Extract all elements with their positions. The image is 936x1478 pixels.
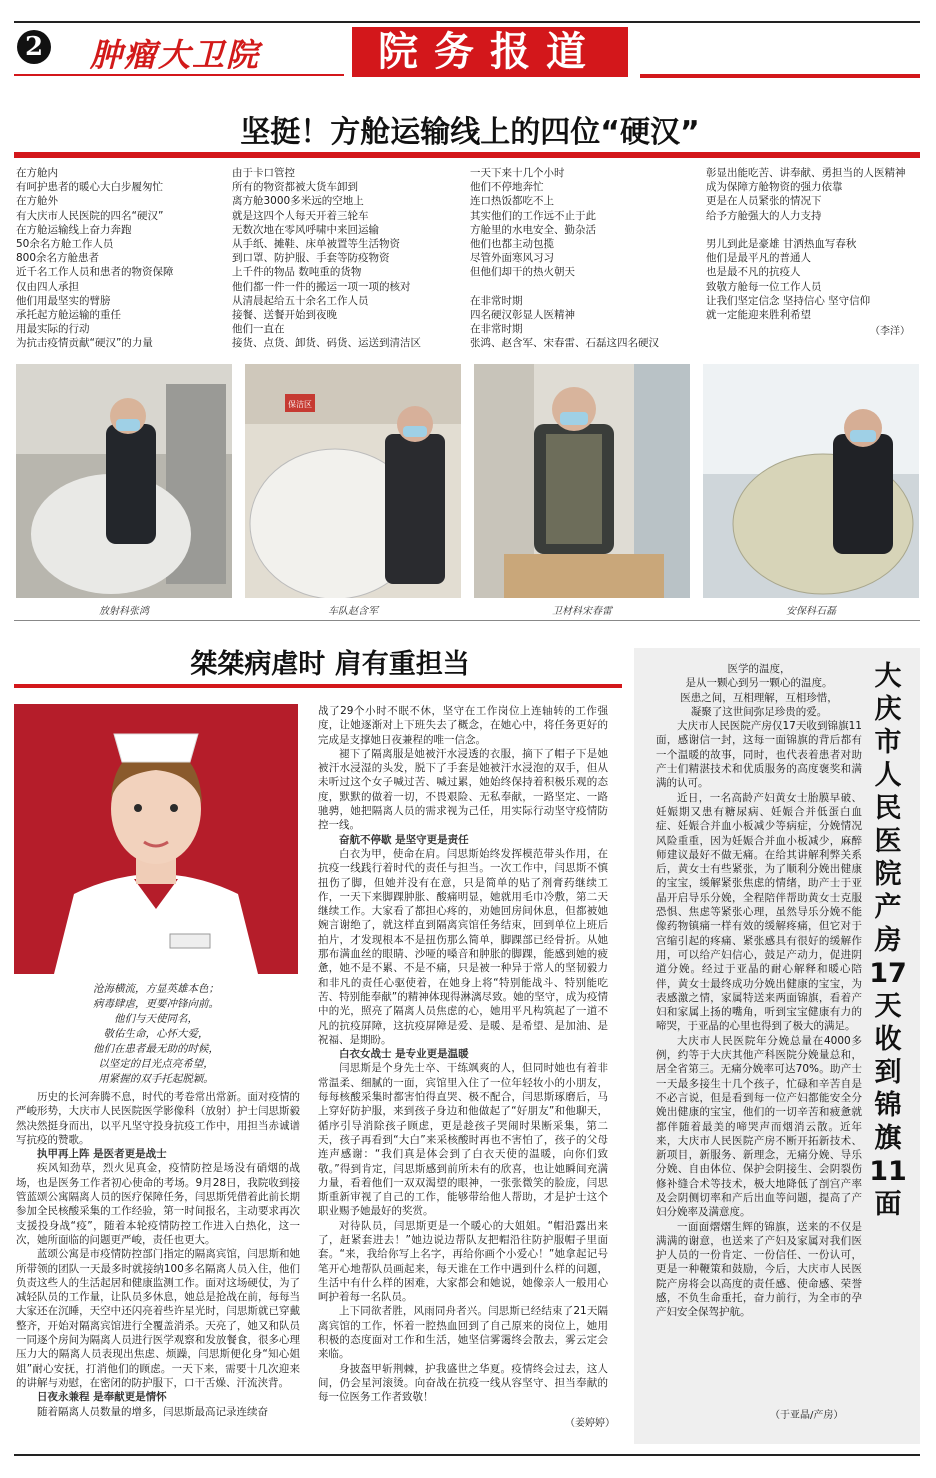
poem-line: 在非常时期 [470,323,523,336]
article1-credit: （李洋） [870,326,910,337]
poem-line: 近千名工作人员和患者的物资保障 [16,266,174,279]
poem-line: 方舱里的水电安全、勤杂活 [470,223,596,236]
paragraph: 身披盔甲斩荆棘，护我盛世之华夏。疫情终会过去，这人间，仍会星河滚烫。向奋战在抗疫一线从容坚守、担当奉献的每一位医务工作者致敬！ [318,1362,608,1404]
section-title: 院务报道 [352,27,628,77]
poem-line: 给予方舱强大的人力支持 [706,209,822,222]
poem-line: 四名硬汉彰显人医精神 [470,309,575,322]
poem-line: 800余名方舱患者 [16,252,100,265]
headline-bar [14,152,920,158]
poem-line: 也是最不凡的抗疫人 [706,266,801,279]
subheading: 日夜永兼程 是奉献更是情怀 [37,1391,167,1404]
subheading: 奋航不停歇 是坚守更是责任 [339,833,469,846]
caption-4: 安保科石磊 [786,606,836,617]
intro-line: 医学的温度， [727,663,791,675]
poem-line: 从手纸、摊鞋、床单被置等生活物资 [232,238,400,251]
poem-line: 离方舱3000多米远的空地上 [232,195,364,208]
photo-zhao-hanjun [245,364,461,598]
poem-line: 接货、点货、卸货、码货、运送到清洁区 [232,337,421,350]
bottom-rule [14,1454,920,1456]
paragraph: 近日，一名高龄产妇黄女士胎膜早破、妊娠期又患有糖尿病、妊娠合并低蛋白血症、妊娠合并血小板减少等病症，分娩情况风险重重，因为妊娠合并血小板减少，麻醉师建议最好不做无痛。在给其讲解利弊关系后，黄女士有些紧张，为了顺利分娩出健康的宝宝，缓解紧张焦虑的情绪，助产士于亚晶开启导乐分娩，全程陪伴帮助黄女士克服恐惧、焦虑等紧张心理，虽然导乐分娩不能像药物镇痛一样有效的缓解疼痛，但它对于宫缩引起的疼痛、紧张感具有很好的缓解作用，可以给产妇信心，鼓足产动力，促进阴道分娩。经过于亚晶的耐心解释和暖心陪伴，黄女士最终成功分娩出健康的宝宝，为表感激之情，家属特送来两面锦旗，看着产妇和家属上扬的嘴角，听到宝宝健康有力的啼哭，于亚晶的心里也得到了极大的满足。 [656,791,862,1033]
verse-line: 以坚定的目光点亮希望， [98,1058,214,1070]
article2-credit: （姜婷婷） [565,1418,615,1429]
poem-line: 无数次地在零风呼啸中来回运输 [232,223,379,236]
poem-line: 接餐、送餐开始到夜晚 [232,309,337,322]
poem-line: 到口罩、防护服、手套等防疫物资 [232,252,390,265]
article2-column-2 [318,704,608,1405]
poem-line: 由于卡口管控 [232,167,295,179]
paragraph: 褪下了隔离服是她被汗水浸透的衣服，摘下了帽子下是她被汗水浸湿的头发，脱下了手套是她被汗水浸泡的双手，但从未听过这个女子喊过苦、喊过累，她始终保持着积极乐观的态度，默默的做着一切，不畏艰险、无私奉献，一路坚定、一路驰骋，她把隔离人员的需求视为己任，用实际行动坚守疫情防控一线。 [318,747,608,832]
paragraph: 大庆市人民医院产房仅17天收到锦旗11面，感谢信一封，这每一面锦旗的背后都有一个温暖的故事，同时，也代表着患者对助产士们精湛技术和优质服务的高度褒奖和满满的认可。 [656,720,862,790]
poem-line: 在方舱内 [16,167,58,179]
subheading: 执甲再上阵 是医者更是战士 [37,1148,167,1161]
section-rule-right [640,74,920,78]
poem-line: 上千件的物品 数吨重的货物 [232,266,362,279]
verse-line: 他们在患者最无助的时候， [93,1043,219,1055]
paragraph: 随着隔离人员数量的增多，闫思斯最高记录连续奋 [37,1405,268,1418]
poem-column-3 [470,166,690,351]
paragraph: 闫思斯是个身先士卒、干练飒爽的人，但同时她也有着非常温柔、细腻的一面，宾馆里入住了一位年轻妆小的小朋友，每每核酸采集时都害怕得直哭、极不配合，闫思斯琢磨后，马上穿好防护服，来到孩子身边和他做起了“好朋友”和他聊天，循序引导消除孩子顾虑，更是趁孩子哭闹时果断采集，第二天，孩子再看到“大白”来采核酸时再也不害怕了，孩子的父母连声感谢：“我们真是体会到了白衣天使的温暖，向你们致敬。”得到肯定，闫思斯感到前所未有的欣喜，也让她瞬间充满力量，看着他们一双双渴望的眼神，一张张微笑的脸庞，闫思斯重新审视了自己的工作，能够带给他人帮助，才是护士这个职业赐予她最好的奖赏。 [318,1062,608,1218]
photo-song-chunlei [474,364,690,598]
caption-1: 放射科张鸿 [99,606,149,617]
verse [14,982,298,1087]
article2-headline-bar [14,684,622,688]
poem-line: 但他们却干的热火朝天 [470,266,575,279]
sidebar-headline: 大庆市人民医院产房17天收到锦旗11面 [869,661,907,1220]
poem-line: 在非常时期 [470,294,523,307]
poem-line: 彰显出能吃苦、讲奉献、勇担当的人医精神 [706,167,906,179]
paragraph: 大庆市人民医院年分娩总量在4000多例，约等于大庆其他产科医院分娩量总和，居全省第三。无痛分娩率可达70%。助产士一天最多接生十几个孩子，忙碌和辛苦自是不必言说，但是看到每一位产妇都能安全分娩出健康的宝宝，他们的一切辛苦和疲惫就都伴随着最美的啼哭声而烟消云散。近年来，大庆市人民医院产房不断开拓新技术、新项目，新服务、新理念，无痛分娩、导乐分娩、自由体位、保护会阴接生、会阴裂伤修补缝合术等技术，极大地降低了剖宫产率及会阴侧切率和产后出血等问题，提高了产妇分娩率及满意度。 [656,1034,862,1219]
paragraph: 一面面熠熠生辉的锦旗，送来的不仅是满满的谢意，也送来了产妇及家属对我们医护人员的一份肯定、一份信任、一份认可，更是一种鞭策和鼓励，今后，大庆市人民医院产房将会以高度的责任感、使命感、荣誉感，不负生命重托，奋力前行，为全市的孕产妇安全保驾护航。 [656,1220,862,1319]
poem-line [470,280,690,294]
poem-line: 他们用最坚实的臂膀 [16,294,111,307]
paragraph: 上下同欲者胜，风雨同舟者兴。闫思斯已经结束了21天隔离宾馆的工作，怀着一腔热血回到了自己原来的岗位上，她用积极的态度面对工作和生活，她坚信雾霭终会散去，雾云定会来临。 [318,1305,608,1361]
poem-line: 让我们坚定信念 坚持信心 坚守信仰 [706,294,871,307]
poem-line: 尽管外面寒风习习 [470,252,554,265]
paragraph: 对待队员，闫思斯更是一个暖心的大姐姐。“帽沿露出来了，赶紧套进去！”她边说边帮队友把帽沿往防护服帽子里面套。“来，我给你写上名字，再给你画个小爱心！”她拿起记号笔开心地帮队员画起来，每天谁在工作中遇到什么样的问题，生活中有什么样的困难，大家都会和她说，她像亲人一般用心呵护着每一名队员。 [318,1219,608,1304]
poem-column-2 [232,166,452,351]
poem-line: 在方舱运输线上奋力奔跑 [16,223,132,236]
sign-text: 保洁区 [288,400,312,409]
section-rule-left [14,74,344,76]
poem-line: 所有的物资都被大货车卸到 [232,181,358,194]
verse-line: 用紧握的双手托起脱颖。 [98,1073,214,1085]
brand-logo: 肿瘤大卫院 [90,36,261,74]
poem-line: 致敬方舱每一位工作人员 [706,280,822,293]
intro-line: 是从一颗心到另一颗心的温度。 [685,677,833,690]
poem-line: 在方舱外 [16,195,58,208]
caption-2: 车队赵含军 [328,606,378,617]
top-rule [14,21,920,23]
poem-line: 用最实际的行动 [16,323,90,336]
poem-line: 有大庆市人民医院的四名“硬汉” [16,209,164,222]
poem-line: 有呵护患者的暖心大白步履匆忙 [16,181,163,194]
poem-line: 张鸿、赵含军、宋春雷、石磊这四名硬汉 [470,337,659,350]
paragraph: 蓝颂公寓是市疫情防控部门指定的隔离宾馆，闫思斯和她所带领的团队一天最多时就接纳100多名隔离人员入住，他们负责这些人的生活起居和健康监测工作。面对这场硬仗，为了减轻队员的工作量，让队员多休息，她总是抢战在前，每每当大家还在沉睡，天空中还闪亮着些许星光时，闫思斯就已穿戴整齐，开始对隔离宾馆进行全覆盖消杀。天亮了，她又和队员一同逐个房间为隔离人员进行医学观察和发放餐食，很多心理压力大的隔离人员表现出焦虑、烦躁，闫思斯便化身“知心姐姐”耐心安抚，打消他们的顾虑。一天下来，需要十几次迎来的讲解与劝慰，在密闭的防护服下，口干舌燥、汗流浃背。 [16,1248,300,1389]
verse-line: 他们与天使同名， [114,1013,198,1025]
poem-line: 50余名方舱工作人员 [16,238,114,251]
poem-line: 他们是最平凡的普通人 [706,252,811,265]
poem-line: 连口热饭都吃不上 [470,195,554,208]
poem-line: 就是这四个人每天开着三轮车 [232,209,369,222]
paragraph: 战了29个小时不眠不休，坚守在工作岗位上连轴转的工作强度，让她逐渐对上下班失去了概念，在她心中，将任务更好的完成是支撑她日夜兼程的唯一信念。 [318,705,608,746]
sidebar-text [656,662,862,1320]
article2-headline: 桀桀病虐时 肩有重担当 [190,649,470,680]
paragraph: 疾风知劲草，烈火见真金，疫情防控是场没有硝烟的战场，也是医务工作者初心使命的考场。9月28日，我院收到接管蓝颂公寓隔离人员的医疗保障任务，闫思斯凭借着此前长期参加全民核酸采集的工作经验，第一时间报名，主动要求再次支援投身战“疫”，随着本轮疫情防控工作进入白热化，这一次，她所面临的问题更严峻，责任也更大。 [16,1162,300,1246]
verse-line: 敬佑生命，心怀大爱， [103,1028,209,1040]
poem-line: 就一定能迎来胜利希望 [706,309,811,322]
sidebar-credit: （于亚晶/产房） [770,1410,844,1421]
poem-line: 成为保障方舱物资的强力依靠 [706,181,843,194]
poem-line: 从清晨起给五十余名工作人员 [232,294,369,307]
photo-shi-lei [703,364,919,598]
nurse-portrait [14,704,298,974]
paragraph: 白衣为甲，使命在肩。闫思斯始终发挥模范带头作用，在抗疫一线践行着时代的责任与担当。一次工作中，闫思斯不慎扭伤了脚，但她并没有在意，只是简单的贴了剂膏药继续工作，一天下来脚踝肿胀、酸痛明显，她就用毛巾冷敷，第二天继续工作。大家看了都担心疼的，劝她回房间休息，但都被她婉言谢绝了，就这样直到隔离宾馆任务结束，回到单位上班后拍片，才发现根本不是扭伤那么简单，脚踝部已经骨折。从她那布满血丝的眼睛、沙哑的嗓音和肿胀的脚踝，能感到她的疲惫，她不是不累、不是不痛，只是被一种异于常人的坚韧毅力和非凡的责任心驱使着，在她身上将“特别能战斗、特别能吃苦、特别能奉献”的精神体现得淋漓尽致。她的坚守，成为疫情中的光，照亮了隔离人员焦虑的心，她用平凡构筑起了一道不凡的抗疫屏障，这抗疫屏障是爱、是暖、是希望、是加油、是祝福、是期盼。 [318,847,608,1046]
paragraph: 历史的长河奔腾不息，时代的考卷常出常新。面对疫情的严峻形势，大庆市人民医院医学影像科（放射）护士闫思斯毅然决然挺身而出，以平凡坚守投身抗疫工作中，用担当赤诚谱写抗疫的赞歌。 [16,1091,300,1146]
page-number: 2 [17,30,51,64]
poem-line: 承托起方舱运输的重任 [16,309,121,322]
section-separator [14,620,920,621]
intro-line: 医患之间，互相理解，互相珍惜， [680,691,838,704]
verse-line: 病毒肆虐，更要冲锋向前。 [93,998,219,1010]
article2-column-1 [16,1090,300,1419]
caption-3: 卫材科宋春雷 [552,606,612,617]
poem-line: 仅由四人承担 [16,280,79,293]
poem-line: 他们也都主动包揽 [470,238,554,251]
poem-line: 一天下来十几个小时 [470,167,565,179]
poem-line: 其实他们的工作远不止于此 [470,209,596,222]
poem-line: 为抗击疫情贡献“硬汉”的力量 [16,337,153,350]
subheading: 白衣女战士 是专业更是温暖 [339,1048,469,1061]
article1-headline: 坚挺！方舱运输线上的四位“硬汉” [240,115,700,150]
poem-line: 他们不停地奔忙 [470,181,544,194]
poem-line: 更是在人员紧张的情况下 [706,195,822,208]
poem-line: 男儿到此是豪雄 甘洒热血写春秋 [706,238,857,251]
verse-line: 沧海横流，方显英雄本色； [93,983,219,995]
photo-zhang-hong [16,364,232,598]
poem-line: 他们一直在 [232,323,285,336]
poem-line: 他们都一件一件的搬运一项一项的核对 [232,280,411,293]
poem-column-1 [16,166,236,351]
poem-column-4 [706,166,926,322]
poem-line [706,223,926,237]
intro-line: 凝聚了这世间弥足珍贵的爱。 [690,705,828,718]
